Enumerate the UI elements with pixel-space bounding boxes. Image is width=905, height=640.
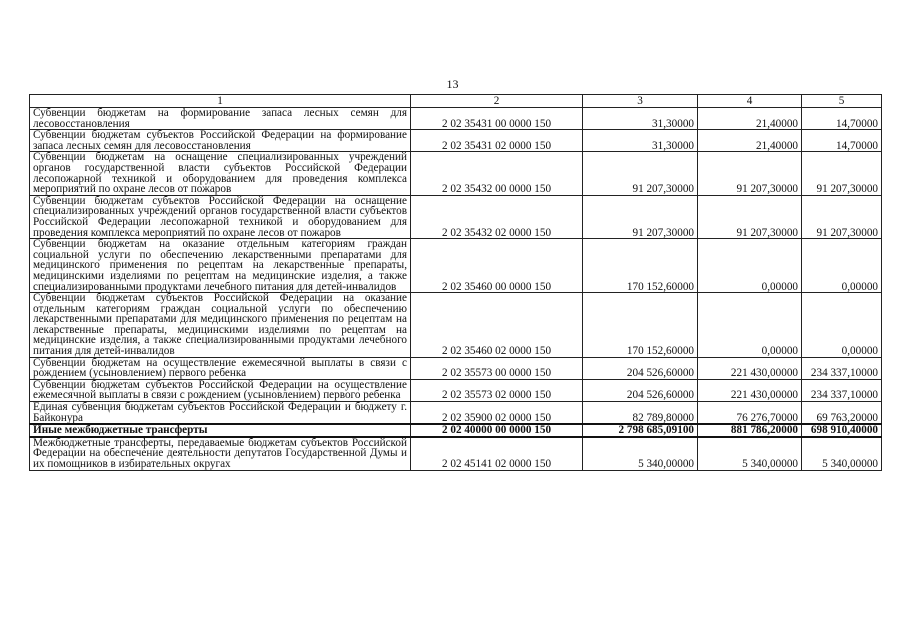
column-header: 2	[411, 95, 583, 108]
row-value-year3-cell: 14,70000	[802, 130, 882, 152]
row-value-year3-cell: 69 763,20000	[802, 402, 882, 425]
table-row	[30, 239, 882, 293]
row-name-cell: Субвенции бюджетам субъектов Российской Федерации на оказание отдельным категориям граждан социальной услуги по обеспечению лекарственными препаратами для медицинского применения по рецептам на лекарственные препараты, медицинскими изделиями по рецептам на медицинские изделия, а также специализированными продуктами лечебного питания для детей-инвалидов	[30, 293, 411, 358]
table-row	[30, 402, 882, 425]
row-code-cell: 2 02 35573 00 0000 150	[411, 357, 583, 379]
row-value-year3-cell: 0,00000	[802, 239, 882, 293]
row-value-year1-cell: 82 789,80000	[583, 402, 698, 425]
row-value-year2-cell: 21,40000	[698, 108, 802, 130]
row-code-cell: 2 02 35432 00 0000 150	[411, 152, 583, 195]
row-code-cell: 2 02 35460 02 0000 150	[411, 293, 583, 358]
row-value-year1-cell: 2 798 685,09100	[583, 424, 698, 437]
row-value-year1-cell: 170 152,60000	[583, 293, 698, 358]
table-row	[30, 293, 882, 358]
row-value-year2-cell: 21,40000	[698, 130, 802, 152]
row-code-cell: 2 02 40000 00 0000 150	[411, 424, 583, 437]
row-value-year3-cell: 0,00000	[802, 293, 882, 358]
table-row	[30, 357, 882, 379]
row-value-year3-cell: 5 340,00000	[802, 437, 882, 470]
page-number: 13	[446, 77, 459, 91]
row-name-cell: Субвенции бюджетам на оснащение специализированных учреждений органов государственной власти субъектов Российской Федерации лесопожарной техникой и оборудованием для проведения комплекса мероприятий по охране лесов от пожаров	[30, 152, 411, 195]
column-header: 5	[802, 95, 882, 108]
row-name-cell: Иные межбюджетные трансферты	[30, 424, 411, 437]
row-name-cell: Субвенции бюджетам субъектов Российской Федерации на осуществление ежемесячной выплаты в связи с рождением (усыновлением) первого ребенка	[30, 379, 411, 401]
row-value-year3-cell: 234 337,10000	[802, 379, 882, 401]
column-header: 1	[30, 95, 411, 108]
table-row	[30, 130, 882, 152]
row-value-year2-cell: 91 207,30000	[698, 152, 802, 195]
table-row	[30, 108, 882, 130]
row-value-year1-cell: 31,30000	[583, 130, 698, 152]
row-value-year3-cell: 91 207,30000	[802, 152, 882, 195]
row-value-year2-cell: 221 430,00000	[698, 357, 802, 379]
row-name-cell: Субвенции бюджетам субъектов Российской Федерации на оснащение специализированных учреждений органов государственной власти субъектов Российской Федерации лесопожарной техникой и оборудованием для проведения комплекса мероприятий по охране лесов от пожаров	[30, 195, 411, 238]
row-value-year2-cell: 5 340,00000	[698, 437, 802, 470]
table-row	[30, 195, 882, 238]
row-value-year3-cell: 698 910,40000	[802, 424, 882, 437]
row-name-cell: Субвенции бюджетам субъектов Российской Федерации на формирование запаса лесных семян для лесовосстановления	[30, 130, 411, 152]
row-code-cell: 2 02 45141 02 0000 150	[411, 437, 583, 470]
table-row	[30, 152, 882, 195]
row-value-year2-cell: 0,00000	[698, 293, 802, 358]
row-code-cell: 2 02 35432 02 0000 150	[411, 195, 583, 238]
row-value-year1-cell: 204 526,60000	[583, 357, 698, 379]
row-name-cell: Субвенции бюджетам на оказание отдельным категориям граждан социальной услуги по обеспечению лекарственными препаратами для медицинского применения по рецептам на лекарственные препараты, медицинскими изделиями по рецептам на медицинские изделия, а также специализированными продуктами лечебного питания для детей-инвалидов	[30, 239, 411, 293]
table-header-row	[30, 95, 882, 108]
row-code-cell: 2 02 35431 00 0000 150	[411, 108, 583, 130]
row-value-year3-cell: 234 337,10000	[802, 357, 882, 379]
table-row-total	[30, 424, 882, 437]
row-value-year2-cell: 0,00000	[698, 239, 802, 293]
table-row	[30, 437, 882, 470]
budget-table	[29, 94, 882, 471]
row-value-year3-cell: 14,70000	[802, 108, 882, 130]
row-code-cell: 2 02 35573 02 0000 150	[411, 379, 583, 401]
column-header: 3	[583, 95, 698, 108]
row-value-year3-cell: 91 207,30000	[802, 195, 882, 238]
row-value-year2-cell: 881 786,20000	[698, 424, 802, 437]
column-header: 4	[698, 95, 802, 108]
row-value-year2-cell: 91 207,30000	[698, 195, 802, 238]
table-row	[30, 379, 882, 401]
row-code-cell: 2 02 35460 00 0000 150	[411, 239, 583, 293]
row-value-year1-cell: 91 207,30000	[583, 152, 698, 195]
row-value-year1-cell: 204 526,60000	[583, 379, 698, 401]
row-value-year1-cell: 5 340,00000	[583, 437, 698, 470]
row-name-cell: Единая субвенция бюджетам субъектов Российской Федерации и бюджету г. Байконура	[30, 402, 411, 425]
row-name-cell: Межбюджетные трансферты, передаваемые бюджетам субъектов Российской Федерации на обеспечение деятельности депутатов Государственной Думы и их помощников в избирательных округах	[30, 437, 411, 470]
row-value-year2-cell: 221 430,00000	[698, 379, 802, 401]
row-value-year1-cell: 91 207,30000	[583, 195, 698, 238]
row-value-year1-cell: 31,30000	[583, 108, 698, 130]
row-value-year1-cell: 170 152,60000	[583, 239, 698, 293]
table-body	[30, 108, 882, 471]
row-code-cell: 2 02 35900 02 0000 150	[411, 402, 583, 425]
row-value-year2-cell: 76 276,70000	[698, 402, 802, 425]
row-code-cell: 2 02 35431 02 0000 150	[411, 130, 583, 152]
row-name-cell: Субвенции бюджетам на формирование запаса лесных семян для лесовосстановления	[30, 108, 411, 130]
row-name-cell: Субвенции бюджетам на осуществление ежемесячной выплаты в связи с рождением (усыновлением) первого ребенка	[30, 357, 411, 379]
